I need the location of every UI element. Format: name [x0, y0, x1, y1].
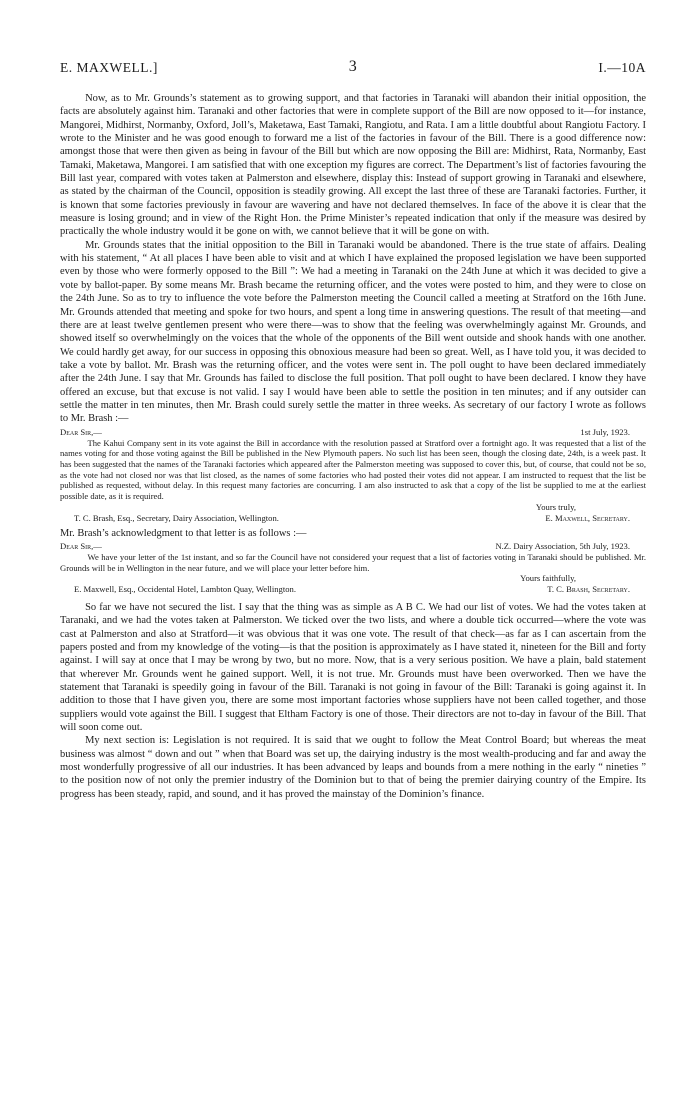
- letter-body: The Kahui Company sent in its vote against the Bill in accordance with the resolution passed at Stratford over a fortnight ago. It was requested that a list of the names voting for and those voting against the Bill be published in the New Plymouth papers. No such list has been seen, though the closing date, 24th, is a week past. It has been suggested that the names of the Taranaki factories which appeared after the Palmerston meeting was supposed to cover this, but, of course, that could not be so, as the vote had not closed nor was that list closed, as the names of some factories who had posted their votes did not appear. I am instructed to request that the list be published as requested, without delay. In this request many factories are concurring. I am also instructed to ask that a copy of the list be supplied to me at the earliest possible date, as it is required.: [60, 437, 646, 502]
- paragraph-legislation-not-required: My next section is: Legislation is not required. It is said that we ought to follow the Meat Control Board; but whereas the meat business was almost “ down and out ” when that Board was set up, the dairying industry is the most wealth-producing and far and away the most wonderfully progressive of all our industries. It has been advanced by leaps and bounds from a mere nothing in the early “ nineties ” to the position now of not only the premier industry of the Dominion but to that of being the premier dairying country of the Empire. Its progress has been steady, rapid, and sound, and it has proved the mainstay of the Dominion’s finance.: [60, 735, 646, 800]
- page-header: [60, 60, 646, 78]
- letter-closing: Yours truly,: [535, 501, 576, 512]
- letter-signature: E. Maxwell, Secretary.: [545, 512, 630, 523]
- page-number: 3: [348, 58, 358, 75]
- header-author: E. MAXWELL.]: [60, 60, 158, 75]
- letter-date: N.Z. Dairy Association, 5th July, 1923.: [495, 540, 630, 551]
- letter-salutation: Dear Sir,—: [60, 426, 102, 437]
- letter-addressee: E. Maxwell, Esq., Occidental Hotel, Lambton Quay, Wellington.: [74, 583, 296, 594]
- letter-closing: Yours faithfully,: [520, 573, 576, 584]
- letter-body: We have your letter of the 1st instant, and so far the Council have not considered your request that a list of factories voting in Taranaki should be published. Mr. Grounds will be in Wellington in the near future, and we will place your letter before him.: [60, 551, 646, 573]
- letter-salutation: Dear Sir,—: [60, 540, 102, 551]
- paragraph-initial-opposition: Mr. Grounds states that the initial opposition to the Bill in Taranaki would be abandoned. There is the true state of affairs. Dealing with his statement, “ At all places I have been able to visit and at which I have explained the proposed legislation we have been supported even by those who were formerly opposed to the Bill ”: We had a meeting in Taranaki on the 24th June at which it was decided to give a vote by ballot-paper. By some means Mr. Brash became the returning officer, and the votes were posted to him, and they were to close on the 24th June. So as to try to influence the vote before the Palmerston meeting the Council called a meeting at Stratford on the 16th June. Mr. Grounds attended that meeting and spoke for two hours, and spent a long time in answering questions. The result of that meeting—and there are at least twelve gentlemen present who were there—was to show that the feeling was overwhelmingly against Mr. Grounds, and showed itself so overwhelmingly on the voices that the whole of the opponents of the Bill went outside and shook hands with one another. We could hardly get away, for our success in opposing this obnoxious measure had been so great. Well, as I have told you, it was decided to take a vote by ballot. Mr. Brash was the returning officer, and the votes were sent in. The poll ought to have been declared immediately after the 24th June. I say that Mr. Grounds has failed to disclose the full position. That poll ought to have been declared. I know they have offered an excuse, but that excuse is not valid. I say I would have been able to settle the position in ten minutes; and if any outsider can settle the matter in ten minutes, then Mr. Brash could surely settle the matter in three weeks. As secretary of our factory I wrote as follows to Mr. Brash :—: [60, 239, 646, 425]
- letter-to-brash: [60, 427, 646, 524]
- paragraph-brash-acknowledgment: Mr. Brash’s acknowledgment to that letter is as follows :—: [60, 527, 307, 539]
- document-body: [60, 92, 646, 801]
- paragraph-list-not-secured: So far we have not secured the list. I say that the thing was as simple as A B C. We had our list of votes. We had the votes taken at Taranaki, and we had the votes taken at Palmerston. We ticked over the two lists, and where a double tick occurred—where the vote was cast at Palmerston and also at Stratford—it was obvious that it was one vote. The result of that check—as far as I can ascertain from the papers posted and from my knowledge of the voting—is that the position is approximately as I have stated it, nineteen for the Bill and forty against. I will say at once that I may be wrong by two, but no more. Now, that is a very serious position. We have a plain, bald statement that wherever Mr. Grounds went he gained support. Well, it is not true. Mr. Grounds must have been overworked. Then we have the statement that Taranaki is speedily going in favour of the Bill. Taranaki is not going in favour of the Bill: Taranaki is going against it. In addition to those that I have given you, there are some most important factories whose suppliers have not been called together, and those suppliers would vote against the Bill. I suggest that Eltham Factory is one of those. Their directors are not to-day in favour of the Bill. That will soon come out.: [60, 601, 646, 734]
- paragraph-growing-support: Now, as to Mr. Grounds’s statement as to growing support, and that factories in Taranaki will abandon their initial opposition, the facts are absolutely against him. Taranaki and other factories that were in complete support of the Bill are now opposed to it—for instance, Mangorei, Midhirst, Normanby, Oxford, Joll’s, Maketawa, East Tamaki, Rangiotu, and Rata. I am a little doubtful about Rangiotu Factory. I wrote to the Minister and he was good enough to forward me a list of the factories in favour of the Bill. There is a good difference now: amongst those that were then given as being in favour of the Bill but which are now opposing the Bill are: Midhirst, Rata, Normanby, East Tamaki, Maketawa, Mangorei. I am satisfied that with one exception my figures are correct. The Department’s list of factories favouring the Bill last year, compared with votes taken at Palmerston and elsewhere, display this: Instead of support growing in Taranaki and elsewhere, as stated by the chairman of the Council, opposition is steadily growing. All except the last three of these are Taranaki factories. Further, it is known that some factories previously in favour are wavering and have not declared themselves. In face of the above it is clear that the measure is losing ground; and in view of the Right Hon. the Prime Minister’s repeated indication that only if the measure was desired by practically the whole industry would it be gone on with, we cannot believe that it will be gone on with.: [60, 93, 646, 238]
- letter-from-brash: [60, 541, 646, 595]
- document-reference: I.—10A: [598, 60, 646, 75]
- letter-addressee: T. C. Brash, Esq., Secretary, Dairy Association, Wellington.: [74, 512, 279, 523]
- letter-signature: T. C. Brash, Secretary.: [547, 583, 630, 594]
- letter-date: 1st July, 1923.: [580, 426, 630, 437]
